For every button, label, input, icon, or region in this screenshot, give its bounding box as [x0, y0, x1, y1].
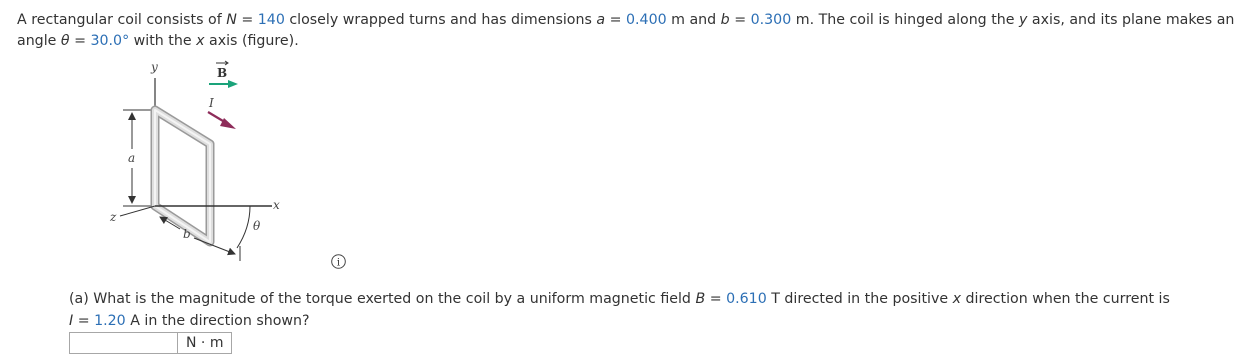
dimension-a-label: a [128, 151, 136, 165]
unit-label: N · m [178, 332, 232, 354]
answer-input[interactable] [69, 332, 178, 354]
var-b: b [720, 12, 730, 28]
question-a-line-1: (a) What is the magnitude of the torque exerted on the coil by a uniform magnetic field B = 0.610 T directed in the positive x direction when the current is [69, 291, 1170, 307]
z-axis [120, 206, 155, 216]
field-arrowhead [228, 80, 238, 88]
value-b: 0.300 [750, 12, 792, 28]
answer-row [69, 332, 232, 354]
question-a-line-2: I = 1.20 A in the direction shown? [69, 313, 310, 329]
svg-text:i: i [336, 257, 341, 269]
info-icon[interactable] [331, 254, 346, 269]
value-theta: 30.0° [90, 33, 130, 49]
value-B: 0.610 [726, 291, 767, 307]
coil-figure [110, 56, 310, 271]
value-I: 1.20 [94, 313, 126, 329]
value-a: 0.400 [626, 12, 667, 28]
var-theta: θ [60, 33, 70, 49]
var-a: a [596, 12, 606, 28]
x-axis-label: x [273, 198, 280, 212]
value-N: 140 [257, 12, 285, 28]
var-x-2: x [952, 291, 962, 307]
var-B: B [695, 291, 706, 307]
var-N: N [226, 12, 237, 28]
var-y: y [1019, 12, 1028, 28]
coil [155, 110, 210, 242]
y-axis-label: y [151, 60, 158, 74]
problem-statement-line-1: A rectangular coil consists of N = 140 closely wrapped turns and has dimensions a = 0.400 m and b = 0.300 m. The coil is hinged along the y axis, and its plane makes an [17, 12, 1234, 28]
z-axis-label: z [110, 210, 117, 224]
field-label: B [217, 66, 228, 80]
var-I: I [69, 313, 74, 329]
problem-statement-line-2: angle θ = 30.0° with the x axis (figure). [17, 33, 299, 49]
theta-label: θ [253, 219, 261, 233]
theta-arc [237, 206, 250, 248]
var-x: x [196, 33, 205, 49]
dimension-b-label: b [183, 227, 191, 241]
current-label: I [209, 96, 214, 110]
